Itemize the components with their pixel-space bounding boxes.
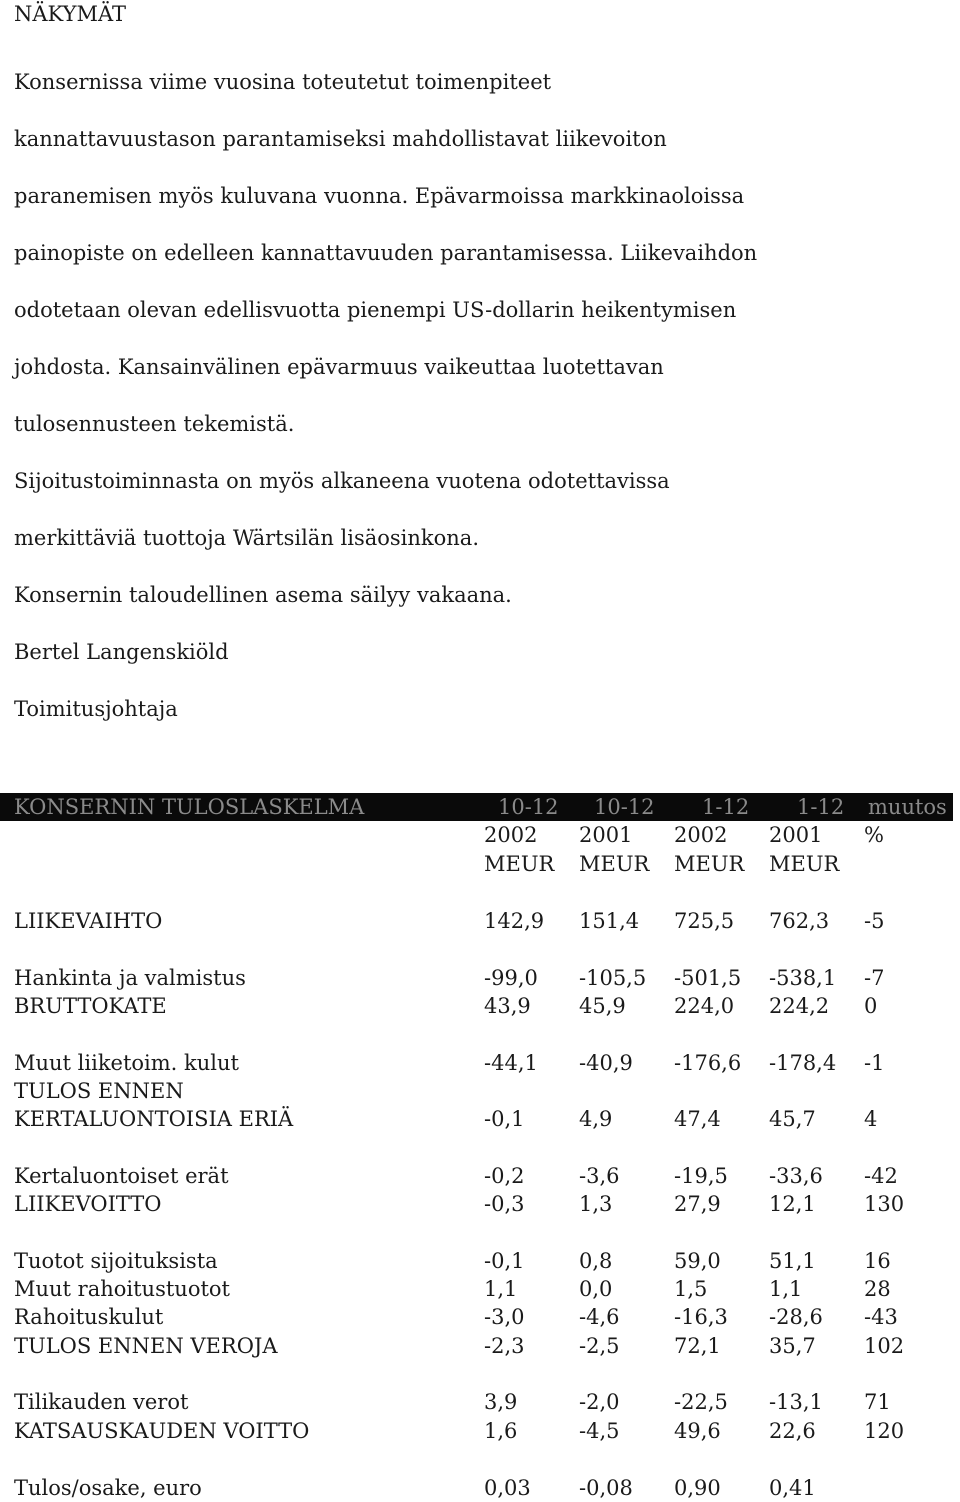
row-label: Rahoituskulut [14, 1305, 164, 1329]
row-value: 1,6 [484, 1419, 518, 1443]
period-header: 1-12 [797, 795, 845, 819]
row-value: 0 [864, 994, 878, 1018]
row-value: 45,9 [579, 994, 626, 1018]
table-row [0, 1162, 953, 1190]
year-header-row [0, 821, 953, 849]
row-value: 725,5 [674, 909, 735, 933]
table-row [0, 992, 953, 1020]
row-value: -13,1 [769, 1390, 823, 1414]
table-row [0, 1474, 953, 1502]
year-header: 2001 [579, 823, 633, 847]
year-header: 2001 [769, 823, 823, 847]
outlook-line: tulosennusteen tekemistä. [14, 412, 295, 436]
row-value: 142,9 [484, 909, 545, 933]
row-value: 35,7 [769, 1334, 816, 1358]
row-label: BRUTTOKATE [14, 994, 167, 1018]
row-value: 1,1 [769, 1277, 803, 1301]
table-row [0, 1303, 953, 1331]
row-value: -7 [864, 966, 885, 990]
row-value: 59,0 [674, 1249, 721, 1273]
row-value: 224,2 [769, 994, 830, 1018]
table-header-bar [0, 793, 953, 821]
outlook-line: merkittäviä tuottoja Wärtsilän lisäosinkona. [14, 526, 479, 550]
row-value: -1 [864, 1051, 885, 1075]
row-value: -99,0 [484, 966, 538, 990]
row-label: Tilikauden verot [14, 1390, 189, 1414]
outlook-line: Konsernissa viime vuosina toteutetut toimenpiteet [14, 70, 552, 94]
row-value: -0,3 [484, 1192, 525, 1216]
row-label: LIIKEVAIHTO [14, 909, 163, 933]
row-label: Hankinta ja valmistus [14, 966, 246, 990]
row-value: -538,1 [769, 966, 837, 990]
row-label: TULOS ENNEN [14, 1079, 184, 1103]
row-value: 4 [864, 1107, 878, 1131]
outlook-line: Konsernin taloudellinen asema säilyy vakaana. [14, 583, 512, 607]
row-value: -3,0 [484, 1305, 525, 1329]
row-value: -28,6 [769, 1305, 823, 1329]
row-value: -19,5 [674, 1164, 728, 1188]
outlook-line: painopiste on edelleen kannattavuuden parantamisessa. Liikevaihdon [14, 241, 758, 265]
row-value: 0,8 [579, 1249, 613, 1273]
row-value: 102 [864, 1334, 905, 1358]
row-value: 45,7 [769, 1107, 816, 1131]
row-value: -0,08 [579, 1476, 633, 1500]
outlook-line: Sijoitustoiminnasta on myös alkaneena vuotena odotettavissa [14, 469, 670, 493]
row-value: -3,6 [579, 1164, 620, 1188]
row-value: 27,9 [674, 1192, 721, 1216]
row-value: 1,1 [484, 1277, 518, 1301]
row-label: Muut liiketoim. kulut [14, 1051, 239, 1075]
row-value: -2,5 [579, 1334, 620, 1358]
row-value: -43 [864, 1305, 898, 1329]
table-row [0, 1388, 953, 1416]
table-row [0, 1275, 953, 1303]
table-row [0, 1417, 953, 1445]
row-value: -0,2 [484, 1164, 525, 1188]
row-value: -4,6 [579, 1305, 620, 1329]
period-header: 1-12 [702, 795, 750, 819]
row-value: 120 [864, 1419, 905, 1443]
row-value: 762,3 [769, 909, 830, 933]
row-value: 0,41 [769, 1476, 816, 1500]
row-value: -33,6 [769, 1164, 823, 1188]
row-value: 3,9 [484, 1390, 518, 1414]
row-value: 51,1 [769, 1249, 816, 1273]
row-value: -42 [864, 1164, 898, 1188]
row-value: -501,5 [674, 966, 742, 990]
row-label: Kertaluontoiset erät [14, 1164, 229, 1188]
row-value: -2,3 [484, 1334, 525, 1358]
row-value: 28 [864, 1277, 891, 1301]
row-value: 1,3 [579, 1192, 613, 1216]
unit-header: MEUR [674, 852, 745, 876]
table-row [0, 1105, 953, 1133]
row-value: -16,3 [674, 1305, 728, 1329]
section-heading: NÄKYMÄT [14, 2, 127, 26]
outlook-line: kannattavuustason parantamiseksi mahdollistavat liikevoiton [14, 127, 667, 151]
row-value: -176,6 [674, 1051, 742, 1075]
row-value: -0,1 [484, 1107, 525, 1131]
row-label: KATSAUSKAUDEN VOITTO [14, 1419, 310, 1443]
table-row [0, 1332, 953, 1360]
unit-header: MEUR [579, 852, 650, 876]
row-value: 130 [864, 1192, 905, 1216]
unit-header: MEUR [769, 852, 840, 876]
row-value: -40,9 [579, 1051, 633, 1075]
row-value: 16 [864, 1249, 891, 1273]
change-header: muutos [868, 795, 947, 819]
row-value: 22,6 [769, 1419, 816, 1443]
row-label: Tuotot sijoituksista [14, 1249, 218, 1273]
row-value: 71 [864, 1390, 891, 1414]
table-row [0, 1049, 953, 1077]
row-value: 72,1 [674, 1334, 721, 1358]
row-value: 151,4 [579, 909, 640, 933]
row-value: -44,1 [484, 1051, 538, 1075]
unit-header-row [0, 850, 953, 878]
outlook-line: odotetaan olevan edellisvuotta pienempi US-dollarin heikentymisen [14, 298, 737, 322]
table-title: KONSERNIN TULOSLASKELMA [14, 795, 365, 819]
year-header: 2002 [484, 823, 538, 847]
period-header: 10-12 [498, 795, 559, 819]
outlook-section [14, 0, 954, 738]
row-value: -178,4 [769, 1051, 837, 1075]
row-value: 1,5 [674, 1277, 708, 1301]
row-value: 12,1 [769, 1192, 816, 1216]
outlook-line: paranemisen myös kuluvana vuonna. Epävarmoissa markkinaoloissa [14, 184, 745, 208]
percent-header: % [864, 823, 884, 847]
row-value: 0,03 [484, 1476, 531, 1500]
row-label: TULOS ENNEN VEROJA [14, 1334, 278, 1358]
row-label: Muut rahoitustuotot [14, 1277, 230, 1301]
table-row [0, 1247, 953, 1275]
unit-header: MEUR [484, 852, 555, 876]
outlook-line: johdosta. Kansainvälinen epävarmuus vaikeuttaa luotettavan [14, 355, 664, 379]
table-row [0, 1077, 953, 1105]
table-row [0, 907, 953, 935]
row-value: 0,0 [579, 1277, 613, 1301]
row-value: 224,0 [674, 994, 735, 1018]
row-value: 49,6 [674, 1419, 721, 1443]
row-value: -5 [864, 909, 885, 933]
row-value: 47,4 [674, 1107, 721, 1131]
row-value: -2,0 [579, 1390, 620, 1414]
period-header: 10-12 [594, 795, 655, 819]
row-value: 43,9 [484, 994, 531, 1018]
row-label: LIIKEVOITTO [14, 1192, 162, 1216]
row-value: 0,90 [674, 1476, 721, 1500]
signature-name: Bertel Langenskiöld [14, 640, 229, 664]
table-row [0, 964, 953, 992]
year-header: 2002 [674, 823, 728, 847]
row-value: 4,9 [579, 1107, 613, 1131]
row-label: KERTALUONTOISIA ERIÄ [14, 1107, 294, 1131]
row-value: -0,1 [484, 1249, 525, 1273]
row-label: Tulos/osake, euro [14, 1476, 202, 1500]
row-value: -105,5 [579, 966, 647, 990]
row-value: -4,5 [579, 1419, 620, 1443]
row-value: -22,5 [674, 1390, 728, 1414]
table-row [0, 1190, 953, 1218]
signature-title: Toimitusjohtaja [14, 697, 178, 721]
